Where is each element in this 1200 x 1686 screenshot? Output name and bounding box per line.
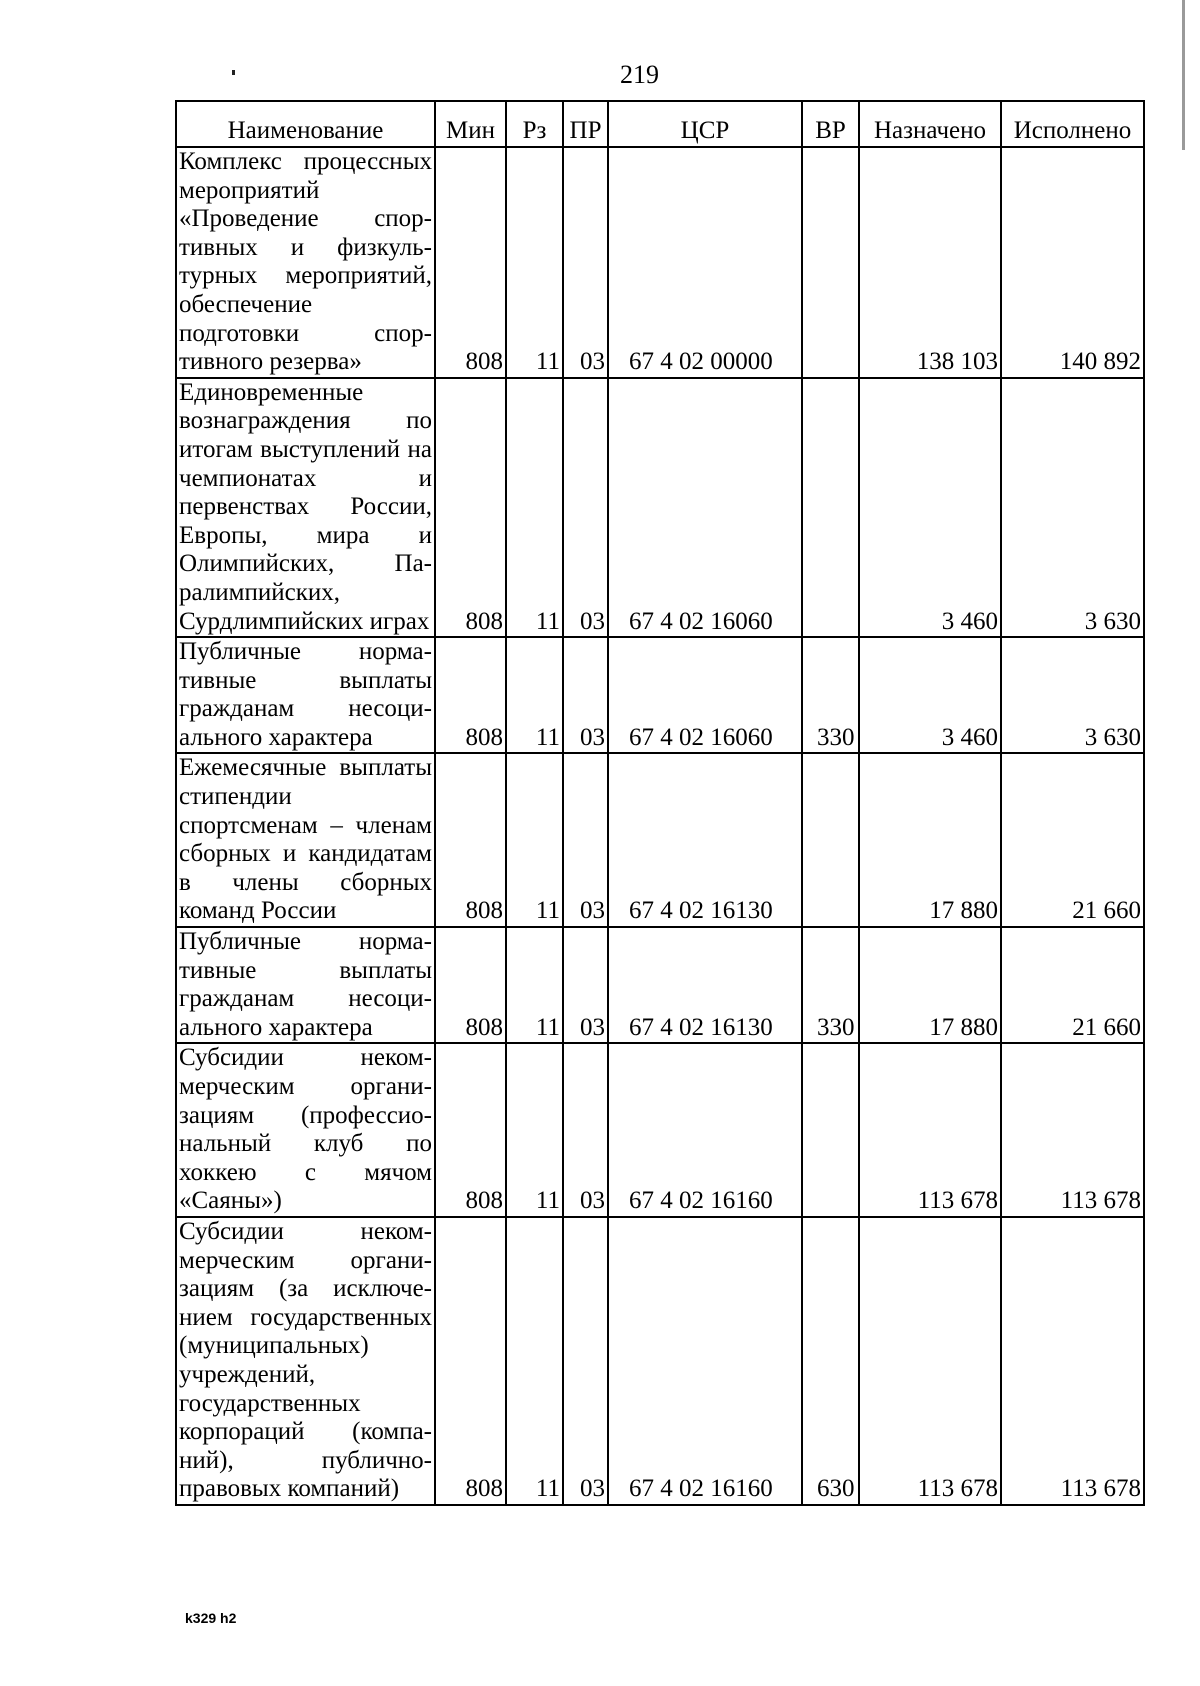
table-row bbox=[176, 1043, 1144, 1217]
row-assigned: 17 880 bbox=[859, 927, 1001, 1043]
row-csr: 67 4 02 16060 bbox=[608, 637, 802, 753]
row-executed: 3 630 bbox=[1001, 378, 1144, 637]
scan-edge-mark bbox=[1182, 0, 1185, 150]
row-vr bbox=[802, 147, 859, 378]
table-header-row bbox=[176, 101, 1144, 147]
row-pr: 03 bbox=[563, 637, 608, 753]
header-csr: ЦСР bbox=[608, 101, 802, 147]
row-min: 808 bbox=[435, 927, 506, 1043]
row-pr: 03 bbox=[563, 927, 608, 1043]
row-csr: 67 4 02 16060 bbox=[608, 378, 802, 637]
row-csr: 67 4 02 16160 bbox=[608, 1217, 802, 1505]
table-row bbox=[176, 753, 1144, 927]
header-assigned: Назначено bbox=[859, 101, 1001, 147]
row-name: Субсидии некоммерческим организациям (профессиональный клуб по хоккею с мячом «Саяны») bbox=[176, 1043, 435, 1217]
row-name: Комплекс процессных мероприятий «Проведение спортивных и физкультурных мероприятий, обеспечение подготовки спортивного резерва» bbox=[176, 147, 435, 378]
row-assigned: 3 460 bbox=[859, 378, 1001, 637]
scan-dot bbox=[232, 70, 235, 75]
row-name: Публичные нормативные выплаты гражданам несоциального характера bbox=[176, 637, 435, 753]
row-executed: 113 678 bbox=[1001, 1217, 1144, 1505]
table-row bbox=[176, 637, 1144, 753]
header-executed: Исполнено bbox=[1001, 101, 1144, 147]
row-name: Субсидии некоммерческим организациям (за исключением государственных (муниципальных) учреждений, государственных корпораций (компаний), публично-правовых компаний) bbox=[176, 1217, 435, 1505]
row-min: 808 bbox=[435, 1217, 506, 1505]
row-rz: 11 bbox=[506, 637, 563, 753]
row-vr: 630 bbox=[802, 1217, 859, 1505]
table-row bbox=[176, 1217, 1144, 1505]
row-assigned: 17 880 bbox=[859, 753, 1001, 927]
row-assigned: 113 678 bbox=[859, 1043, 1001, 1217]
row-rz: 11 bbox=[506, 1217, 563, 1505]
row-min: 808 bbox=[435, 753, 506, 927]
row-rz: 11 bbox=[506, 147, 563, 378]
row-min: 808 bbox=[435, 378, 506, 637]
row-csr: 67 4 02 00000 bbox=[608, 147, 802, 378]
row-executed: 21 660 bbox=[1001, 753, 1144, 927]
row-assigned: 113 678 bbox=[859, 1217, 1001, 1505]
row-min: 808 bbox=[435, 1043, 506, 1217]
row-pr: 03 bbox=[563, 1217, 608, 1505]
row-pr: 03 bbox=[563, 1043, 608, 1217]
row-csr: 67 4 02 16160 bbox=[608, 1043, 802, 1217]
header-vr: ВР bbox=[802, 101, 859, 147]
header-pr: ПР bbox=[563, 101, 608, 147]
row-executed: 140 892 bbox=[1001, 147, 1144, 378]
row-pr: 03 bbox=[563, 147, 608, 378]
table-row bbox=[176, 927, 1144, 1043]
table-row bbox=[176, 147, 1144, 378]
page-number: 219 bbox=[620, 60, 659, 89]
row-rz: 11 bbox=[506, 753, 563, 927]
row-name: Ежемесячные выплаты стипендии спортсменам – членам сборных и кандидатам в члены сборных команд России bbox=[176, 753, 435, 927]
header-rz: Рз bbox=[506, 101, 563, 147]
footer-code: k329 h2 bbox=[185, 1610, 237, 1626]
row-min: 808 bbox=[435, 147, 506, 378]
row-vr: 330 bbox=[802, 637, 859, 753]
row-vr bbox=[802, 1043, 859, 1217]
row-rz: 11 bbox=[506, 1043, 563, 1217]
row-vr bbox=[802, 753, 859, 927]
header-name: Наименование bbox=[176, 101, 435, 147]
row-assigned: 138 103 bbox=[859, 147, 1001, 378]
row-name: Единовременные вознаграждения по итогам выступлений на чемпионатах и первенствах России, Европы, мира и Олимпийских, Паралимпийских, Сурдлимпийских играх bbox=[176, 378, 435, 637]
row-pr: 03 bbox=[563, 753, 608, 927]
row-vr bbox=[802, 378, 859, 637]
row-pr: 03 bbox=[563, 378, 608, 637]
row-assigned: 3 460 bbox=[859, 637, 1001, 753]
row-rz: 11 bbox=[506, 927, 563, 1043]
row-csr: 67 4 02 16130 bbox=[608, 753, 802, 927]
row-name: Публичные нормативные выплаты гражданам несоциального характера bbox=[176, 927, 435, 1043]
header-min: Мин bbox=[435, 101, 506, 147]
row-rz: 11 bbox=[506, 378, 563, 637]
row-csr: 67 4 02 16130 bbox=[608, 927, 802, 1043]
budget-table bbox=[175, 100, 1145, 1506]
table-row bbox=[176, 378, 1144, 637]
row-min: 808 bbox=[435, 637, 506, 753]
row-executed: 21 660 bbox=[1001, 927, 1144, 1043]
row-executed: 3 630 bbox=[1001, 637, 1144, 753]
row-executed: 113 678 bbox=[1001, 1043, 1144, 1217]
row-vr: 330 bbox=[802, 927, 859, 1043]
